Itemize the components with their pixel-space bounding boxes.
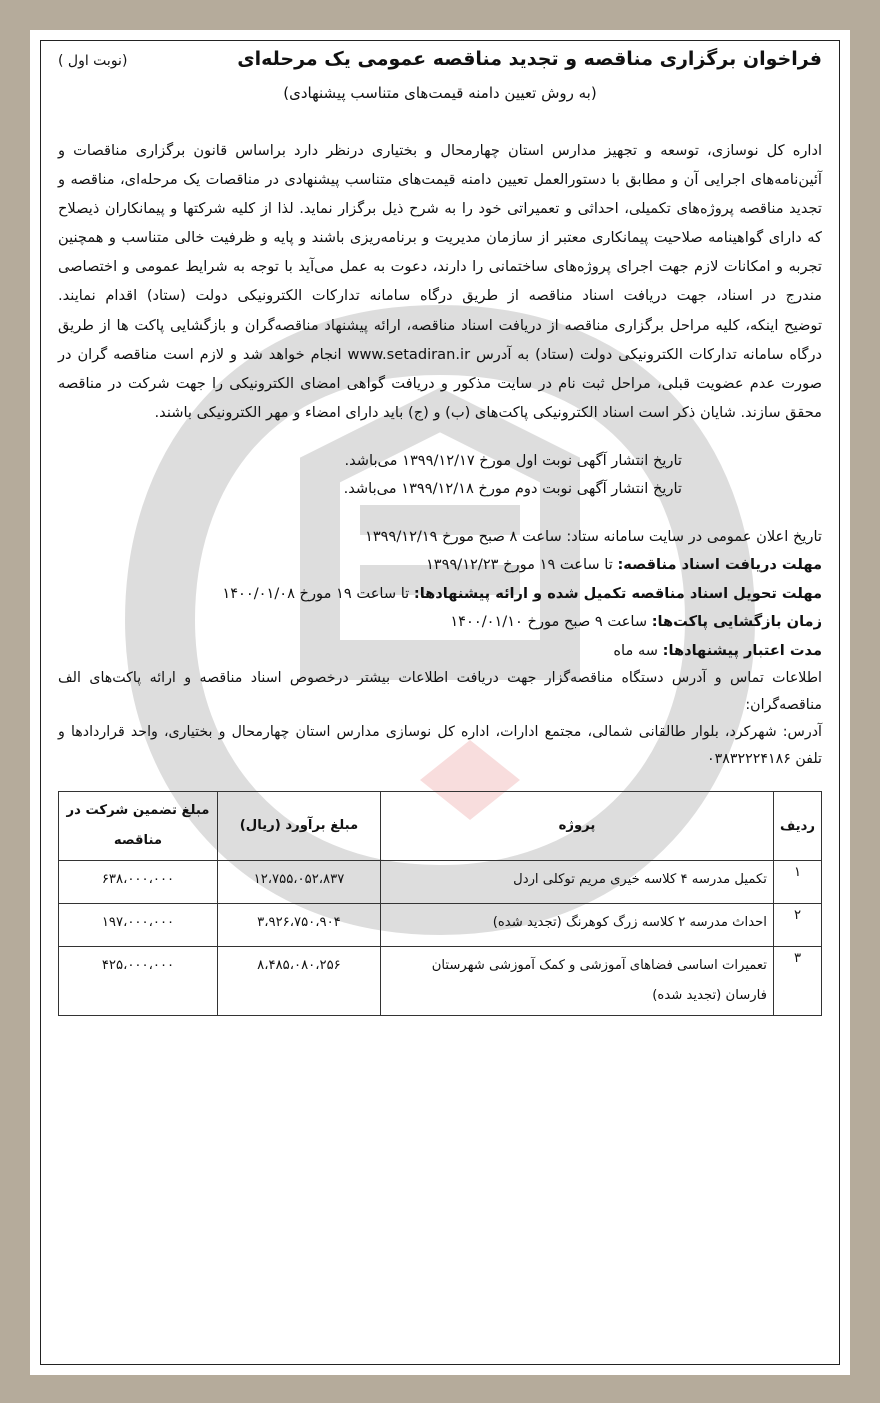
notice-subtitle: (به روش تعیین دامنه قیمت‌های متناسب پیشنهادی) [283,84,597,102]
row-number: ۳ [773,947,821,1016]
docs-deadline-value: تا ساعت ۱۹ مورخ ۱۳۹۹/۱۲/۲۳ [425,556,618,574]
bond-amount: ۱۹۷،۰۰۰،۰۰۰ [59,904,218,947]
body-paragraph: اداره کل نوسازی، توسعه و تجهیز مدارس استان چهارمحال و بختیاری درنظر دارد براساس قانون برگزاری مناقصات و آئین‌نامه‌های اجرایی آن و مطابق با دستورالعمل تعیین دامنه قیمت‌های متناسب پیشنهادی در مناقصات یک مرحله‌ای، مناقصه و تجدید مناقصه پروژه‌های تکمیلی، احداثی و تعمیراتی خود را به شرح ذیل برگزار نماید. لذا از کلیه شرکتها و پیمانکاران ذیصلاح که دارای گواهینامه صلاحیت پیمانکاری معتبر از سازمان مدیریت و برنامه‌ریزی باشند و پایه و ظرفیت خالی متناسب و همچنین تجربه و امکانات لازم جهت اجرای پروژه‌های ساختمانی را دارند، دعوت به عمل می‌آید با توجه به شرایط عمومی و اختصاصی مندرج در اسناد، جهت دریافت اسناد مناقصه از طریق درگاه سامانه تدارکات الکترونیکی دولت (ستاد) اقدام نمایند. [58,142,822,305]
submit-deadline-label: مهلت تحویل اسناد مناقصه تکمیل شده و ارائه پیشنهادها: [413,584,822,602]
estimate-amount: ۳،۹۲۶،۷۵۰،۹۰۴ [217,904,380,947]
validity-period-value: سه ماه [613,641,663,659]
estimate-amount: ۱۲،۷۵۵،۰۵۲،۸۳۷ [217,861,380,904]
submit-deadline [58,580,822,609]
body-note: توضیح اینکه، کلیه مراحل برگزاری مناقصه از دریافت اسناد مناقصه، ارائه پیشنهاد مناقصه‌گران و بازگشایی پاکت ها از طریق درگاه سامانه تدارکات الکترونیکی دولت (ستاد) به آدرس www.setadiran.ir انجام خواهد شد و لازم است مناقصه گران در صورت عدم عضویت قبلی، مراحل ثبت نام در سایت مذکور و دریافت گواهی امضای الکترونیکی را جهت شرکت در مناقصه محقق سازند. شایان ذکر است اسناد الکترونیکی پاکت‌های (ب) و (ج) باید دارای امضاء و مهر الکترونیکی باشند. [58,316,823,421]
notice-title: فراخوان برگزاری مناقصه و تجدید مناقصه عمومی یک مرحله‌ای [237,48,822,70]
estimate-amount: ۸،۴۸۵،۰۸۰،۲۵۶ [217,947,380,1016]
table-row [59,904,822,947]
header-estimate: مبلغ برآورد (ریال) [217,792,380,861]
project-name: تعمیرات اساسی فضاهای آموزشی و کمک آموزشی شهرستان فارسان (تجدید شده) [380,947,773,1016]
publish-dates [58,447,822,503]
first-publish-date: تاریخ انتشار آگهی نوبت اول مورخ ۱۳۹۹/۱۲/۱۷ می‌باشد. [344,451,682,469]
row-number: ۲ [773,904,821,947]
table-row [59,861,822,904]
opening-time-value: ساعت ۹ صبح مورخ ۱۴۰۰/۰۱/۱۰ [450,613,652,631]
header-project: پروژه [380,792,773,861]
bond-amount: ۶۳۸،۰۰۰،۰۰۰ [59,861,218,904]
opening-time [58,608,822,637]
header-row-number: ردیف [773,792,821,861]
header-bond: مبلغ تضمین شرکت در مناقصه [59,792,218,861]
submit-deadline-value: تا ساعت ۱۹ مورخ ۱۴۰۰/۰۱/۰۸ [222,584,414,602]
announce-date: تاریخ اعلان عمومی در سایت سامانه ستاد: ساعت ۸ صبح مورخ ۱۳۹۹/۱۲/۱۹ [364,527,822,545]
project-name: تکمیل مدرسه ۴ کلاسه خیری مریم توکلی اردل [380,861,773,904]
row-number: ۱ [773,861,821,904]
validity-period-label: مدت اعتبار پیشنهادها: [662,641,822,659]
docs-deadline [58,551,822,580]
contact-intro: اطلاعات تماس و آدرس دستگاه مناقصه‌گزار جهت دریافت اطلاعات بیشتر درخصوص اسناد مناقصه و ارائه پاکت‌های الف مناقصه‌گران: [58,670,822,714]
opening-time-label: زمان بازگشایی پاکت‌ها: [651,613,822,631]
second-publish-date: تاریخ انتشار آگهی نوبت دوم مورخ ۱۳۹۹/۱۲/۱۸ می‌باشد. [343,479,682,497]
contact-address: آدرس: شهرکرد، بلوار طالقانی شمالی، مجتمع ادارات، اداره کل نوسازی مدارس استان چهارمحال و بختیاری، واحد قراردادها و تلفن ۰۳۸۳۲۲۲۴۱۸۶ [58,724,822,768]
project-name: احداث مدرسه ۲ کلاسه زرگ کوهرنگ (تجدید شده) [380,904,773,947]
bond-amount: ۴۲۵،۰۰۰،۰۰۰ [59,947,218,1016]
docs-deadline-label: مهلت دریافت اسناد مناقصه: [617,556,822,574]
notice-body [58,136,822,427]
round-label: (نوبت اول ) [58,53,128,69]
notice-paper [30,30,850,1375]
validity-period [58,637,822,666]
schedule-block [58,523,822,666]
projects-table [58,791,822,1016]
table-row [59,947,822,1016]
contact-block [58,665,822,773]
table-header-row [59,792,822,861]
